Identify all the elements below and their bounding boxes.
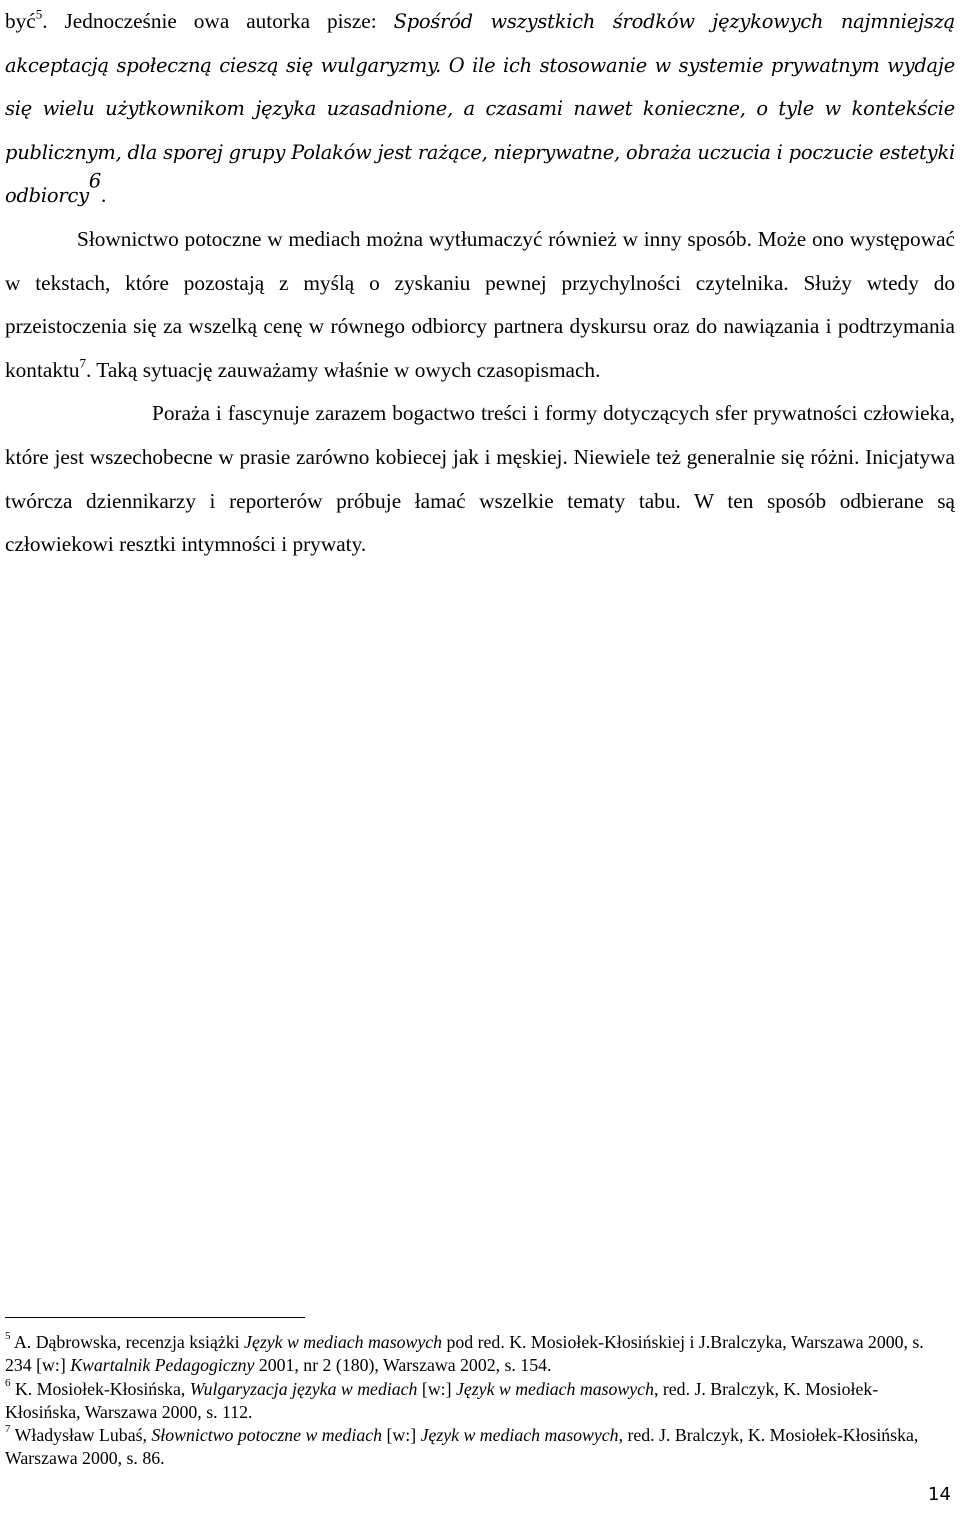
main-text	[5, 0, 955, 567]
footnote-6-mark: 6	[5, 1376, 11, 1389]
footnote-7	[5, 1424, 950, 1471]
footnote-5-text-e: 2001, nr 2 (180), Warszawa 2002, s. 154.	[254, 1355, 552, 1376]
footnote-7-book: Język w mediach masowych	[420, 1425, 619, 1446]
paragraph-2-text-a: Słownictwo potoczne w mediach można wytłumaczyć również w inny sposób. Może ono występować w tekstach, które pozostają z myślą o zyskaniu pewnej przychylności czytelnika. Służy wtedy do przeistoczenia się za wszelką cenę w równego odbiorcy partnera dyskursu oraz do nawiązania i podtrzymania kontaktu	[5, 226, 955, 382]
paragraph-1-quote: Spośród wszystkich środków językowych najmniejszą akceptacją społeczną cieszą się wulgaryzmy. O ile ich stosowanie w systemie prywatnym wydaje się wielu użytkownikom języka uzasadnione, a czasami nawet konieczne, o tyle w kontekście publicznym, dla sporej grupy Polaków jest rażące, nieprywatne, obraża uczucia i poczucie estetyki odbiorcy	[5, 10, 955, 208]
footnote-5	[5, 1331, 950, 1378]
footnote-7-mark: 7	[5, 1423, 11, 1436]
footnote-6-text-c: [w:]	[417, 1378, 456, 1399]
footnote-7-text-e: , red. J. Bralczyk, K. Mosiołek-Kłosińska, Warszawa 2000, s. 86.	[5, 1425, 919, 1469]
footnotes	[5, 1331, 950, 1471]
footnote-5-text-c: pod red. K. Mosiołek-Kłosińskiej i J.Bralczyka, Warszawa 2000, s. 234 [w:]	[5, 1332, 924, 1376]
paragraph-2	[5, 218, 955, 392]
footnote-6	[5, 1378, 950, 1425]
footnote-separator	[5, 1317, 305, 1318]
footnote-ref-5: 5	[35, 6, 43, 22]
paragraph-2-text-b: . Taką sytuację zauważamy właśnie w owych czasopismach.	[86, 357, 601, 382]
footnote-ref-7: 7	[79, 355, 87, 370]
page-number: 14	[928, 1484, 951, 1505]
footnote-5-journal: Kwartalnik Pedagogiczny	[70, 1355, 255, 1376]
paragraph-1-intro: . Jednocześnie owa autorka pisze:	[42, 9, 394, 33]
footnote-6-text-a: K. Mosiołek-Kłosińska,	[10, 1378, 190, 1399]
footnote-7-text-a: Władysław Lubaś,	[10, 1425, 152, 1446]
footnote-5-title: Język w mediach masowych	[244, 1332, 443, 1352]
paragraph-3: Poraża i fascynuje zarazem bogactwo treści i formy dotyczących sfer prywatności człowieka, które jest wszechobecne w prasie zarówno kobiecej jak i męskiej. Niewiele też generalnie się różni. Inicjatywa twórcza dziennikarzy i reporterów próbuje łamać wszelkie tematy tabu. W ten sposób odbierane są człowiekowi resztki intymności i prywaty.	[5, 401, 955, 557]
paragraph-1	[5, 0, 955, 218]
footnote-6-book: Język w mediach masowych	[455, 1378, 654, 1399]
footnote-5-text-a: A. Dąbrowska, recenzja książki	[10, 1332, 245, 1352]
paragraph-1-lead: być	[5, 9, 36, 33]
footnote-ref-6: 6	[88, 169, 101, 193]
footnote-5-mark: 5	[5, 1330, 11, 1343]
footnote-6-title: Wulgaryzacja języka w mediach	[189, 1378, 418, 1399]
footnote-7-text-c: [w:]	[382, 1425, 421, 1446]
footnote-6-text-e: , red. J. Bralczyk, K. Mosiołek-Kłosińska, Warszawa 2000, s. 112.	[5, 1378, 879, 1422]
footnote-7-title: Słownictwo potoczne w mediach	[151, 1425, 383, 1446]
paragraph-1-end: .	[101, 183, 107, 208]
